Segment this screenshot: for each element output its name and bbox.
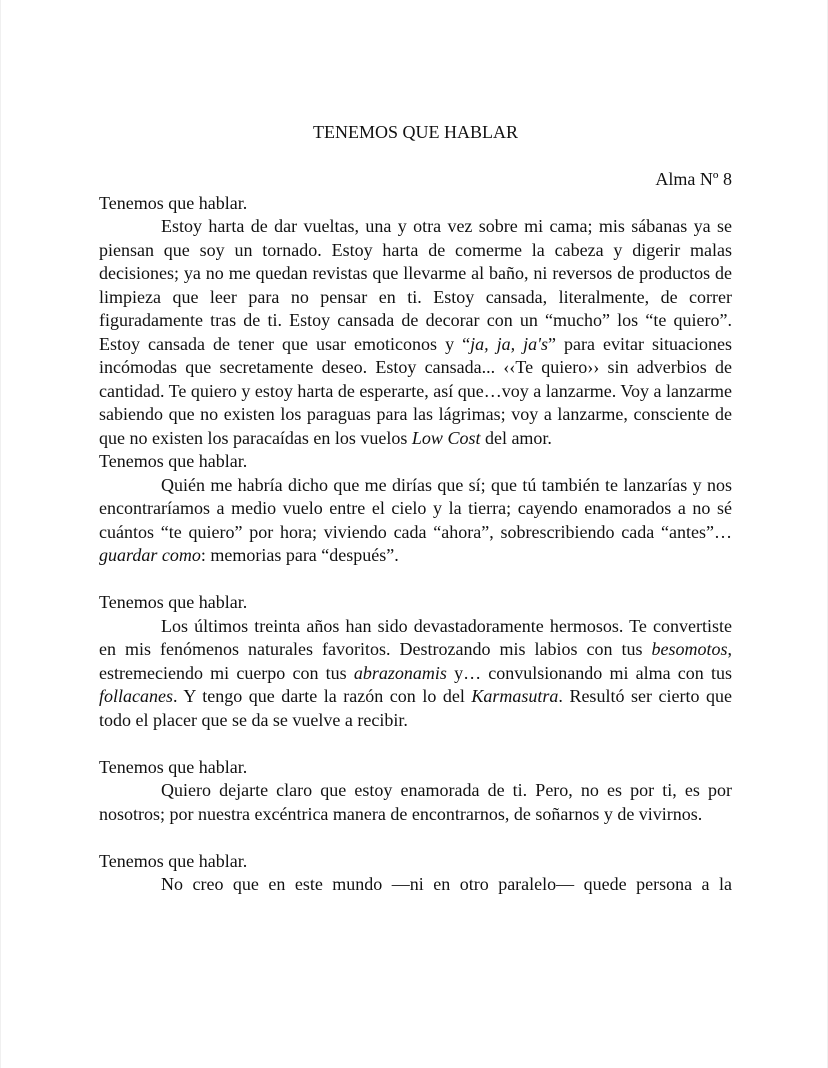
italic-text: Low Cost bbox=[411, 427, 481, 448]
section-heading: Tenemos que hablar. bbox=[99, 756, 248, 777]
paragraph-gap bbox=[99, 732, 732, 756]
section-paragraph bbox=[99, 215, 732, 450]
document-title: TENEMOS QUE HABLAR bbox=[313, 122, 518, 142]
paragraph-text: Estoy harta de dar vueltas, una y otra vez sobre mi cama; mis sábanas ya se piensan que soy un tornado. Estoy harta de comerme la cabeza y digerir malas decisiones; ya no me quedan revistas que llevarme al baño, ni reversos de productos de limpieza que leer para no pensar en ti. Estoy cansada, literalmente, de correr figuradamente tras de ti. Estoy cansada de decorar con un “mucho” los “te quiero”. Estoy cansada de tener que usar emoticonos y “ bbox=[99, 216, 732, 354]
paragraph-text: Quiero dejarte claro que estoy enamorada de ti. Pero, no es por ti, es por nosotros; por nuestra excéntrica manera de encontrarnos, de soñarnos y de vivirnos. bbox=[99, 780, 732, 824]
paragraph-text: : memorias para “después”. bbox=[200, 545, 399, 565]
italic-text: abrazonamis bbox=[353, 662, 447, 683]
paragraph-gap bbox=[99, 826, 732, 850]
italic-text: besomotos bbox=[651, 639, 728, 659]
section-heading: Tenemos que hablar. bbox=[99, 192, 248, 213]
paragraph-text: , estremeciendo mi cuerpo con tus bbox=[99, 639, 732, 683]
italic-text: guardar como bbox=[99, 545, 201, 565]
paragraph-text: Los últimos treinta años han sido devastadoramente hermosos. Te convertiste en mis fenómenos naturales favoritos. Destrozando mis labios con tus bbox=[99, 615, 732, 659]
paragraph-text: No creo que en este mundo —ni en otro paralelo— quede persona a la bbox=[161, 874, 732, 894]
document-body bbox=[99, 121, 732, 897]
italic-text: Karmasutra bbox=[471, 686, 559, 706]
section-paragraph bbox=[99, 779, 732, 826]
paragraph-text: del amor. bbox=[480, 427, 552, 448]
paragraph-text: ” para evitar situaciones incómodas que secretamente deseo. Estoy cansada... ‹‹Te quiero›› sin adverbios de cantidad. Te quiero y estoy harta de esperarte, así que…voy a lanzarme. Voy a lanzarme sabiendo que no existen los paraguas para las lágrimas; voy a lanzarme, consciente de que no existen los paracaídas en los vuelos bbox=[99, 333, 733, 448]
author-line: Alma Nº 8 bbox=[655, 169, 732, 189]
section-heading: Tenemos que hablar. bbox=[99, 592, 248, 612]
paragraph-text: y… convulsionando mi alma con tus bbox=[446, 662, 732, 683]
italic-text: ja, ja, ja's bbox=[470, 333, 549, 354]
section-paragraph bbox=[99, 474, 732, 568]
paragraph-text: Quién me habría dicho que me dirías que sí; que tú también te lanzarías y nos encontraríamos a medio vuelo entre el cielo y la tierra; cayendo enamorados a no sé cuántos “te quiero” por hora; viviendo cada “ahora”, sobrescribiendo cada “antes”… bbox=[99, 474, 732, 542]
section-heading: Tenemos que hablar. bbox=[99, 451, 248, 471]
paragraph-gap bbox=[99, 568, 732, 592]
section-heading: Tenemos que hablar. bbox=[99, 850, 248, 871]
paragraph-text: . Y tengo que darte la razón con lo del bbox=[173, 686, 472, 706]
section-paragraph bbox=[99, 615, 732, 733]
paragraph-text: . Resultó ser cierto que todo el placer que se da se vuelve a recibir. bbox=[99, 686, 732, 730]
italic-text: follacanes bbox=[99, 686, 173, 706]
section-paragraph bbox=[99, 873, 732, 897]
